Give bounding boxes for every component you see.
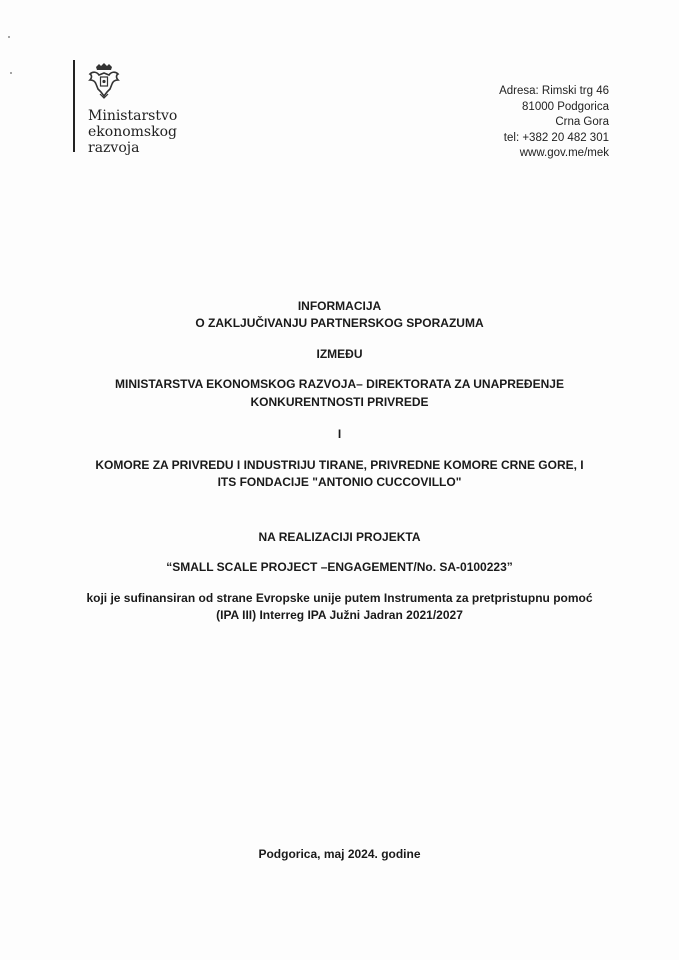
project-name: “SMALL SCALE PROJECT –ENGAGEMENT/No. SA-0100223” bbox=[166, 560, 513, 574]
doc-title: INFORMACIJA bbox=[297, 299, 382, 313]
address-website: www.gov.me/mek bbox=[519, 147, 609, 159]
ministry-name-line: Ministarstvo bbox=[88, 108, 178, 124]
doc-subtitle: O ZAKLJUČIVANJU PARTNERSKOG SPORAZUMA bbox=[195, 316, 484, 330]
place-date: Podgorica, maj 2024. godine bbox=[258, 847, 421, 861]
coat-of-arms-icon bbox=[86, 62, 122, 100]
address-line: Adresa: Rimski trg 46 bbox=[499, 85, 609, 97]
address-block bbox=[499, 84, 609, 162]
funding-line: koji je sufinansiran od strane Evropske unije putem Instrumenta za pretpristupnu pomoć bbox=[86, 591, 593, 605]
scan-speck bbox=[10, 72, 12, 74]
project-intro: NA REALIZACIJI PROJEKTA bbox=[258, 530, 421, 544]
and-label: I bbox=[337, 427, 342, 441]
logo-divider bbox=[73, 60, 75, 152]
party-two-line: KOMORE ZA PRIVREDU I INDUSTRIJU TIRANE, PRIVREDNE KOMORE CRNE GORE, I bbox=[95, 458, 584, 472]
ministry-name-line: ekonomskog bbox=[88, 124, 177, 140]
address-line: Crna Gora bbox=[555, 116, 609, 128]
party-two-line: ITS FONDACIJE "ANTONIO CUCCOVILLO" bbox=[217, 475, 462, 489]
ministry-name bbox=[88, 108, 177, 156]
party-one-line: MINISTARSTVA EKONOMSKOG RAZVOJA– DIREKTORATA ZA UNAPREĐENJE bbox=[115, 377, 564, 391]
address-line: 81000 Podgorica bbox=[522, 100, 609, 113]
between-label: IZMEĐU bbox=[316, 347, 363, 361]
party-one-line: KONKURENTNOSTI PRIVREDE bbox=[250, 395, 429, 409]
ministry-name-line: razvoja bbox=[88, 140, 140, 156]
scan-speck bbox=[8, 36, 10, 38]
address-line: tel: +382 20 482 301 bbox=[503, 131, 609, 144]
funding-line: (IPA III) Interreg IPA Južni Jadran 2021/2027 bbox=[216, 608, 463, 622]
